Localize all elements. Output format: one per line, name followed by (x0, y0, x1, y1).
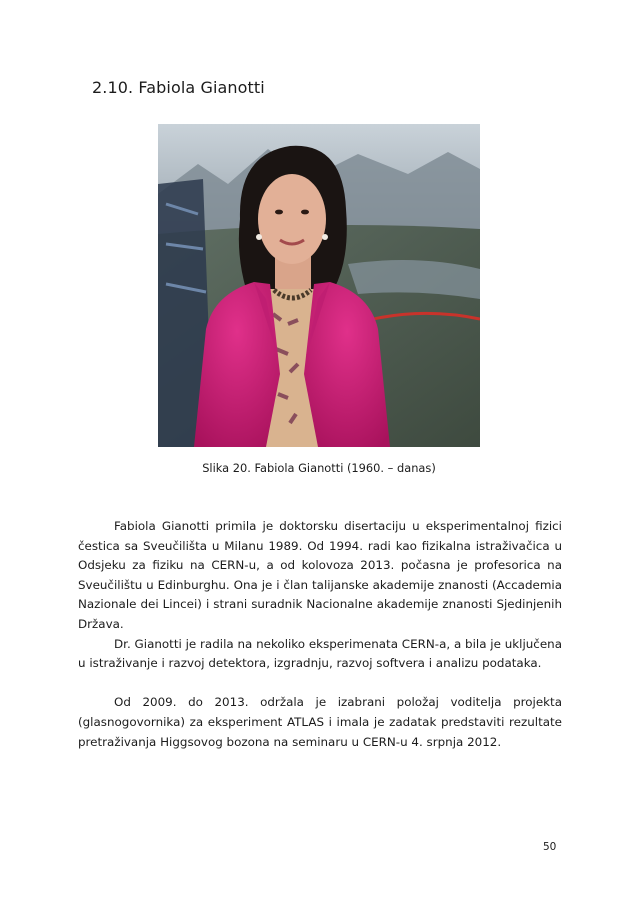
figure-caption: Slika 20. Fabiola Gianotti (1960. – danas) (202, 461, 436, 475)
paragraph: Dr. Gianotti je radila na nekoliko eksperimenata CERN-a, a bila je uključena u istraživanje i razvoj detektora, izgradnju, razvoj softvera i analizu podataka. (78, 636, 562, 671)
page-number: 50 (543, 841, 557, 853)
portrait-photo (158, 124, 480, 447)
section-heading (92, 78, 265, 97)
paragraph: Od 2009. do 2013. održala je izabrani položaj voditelja projekta (glasnogovornika) za eksperiment ATLAS i imala je zadatak predstaviti rezultate pretraživanja Higgsovog bozona na seminaru u CERN-u 4. srpnja 2012. (78, 695, 562, 749)
section-number: 2.10. (92, 78, 134, 97)
paragraph: Fabiola Gianotti primila je doktorsku disertaciju u eksperimentalnoj fizici čestica sa Sveučilišta u Milanu 1989. Od 1994. radi kao fizikalna istraživačica u Odsjeku za fiziku na CERN-u, a od kolovoza 2013. počasna je profesorica na Sveučilištu u Edinburghu. Ona je i član talijanske akademije znanosti (Accademia Nazionale dei Lincei) i strani suradnik Nacionalne akademije znanosti Sjedinjenih Država. (78, 519, 562, 631)
section-title: Fabiola Gianotti (138, 78, 265, 97)
body-text (78, 517, 562, 752)
